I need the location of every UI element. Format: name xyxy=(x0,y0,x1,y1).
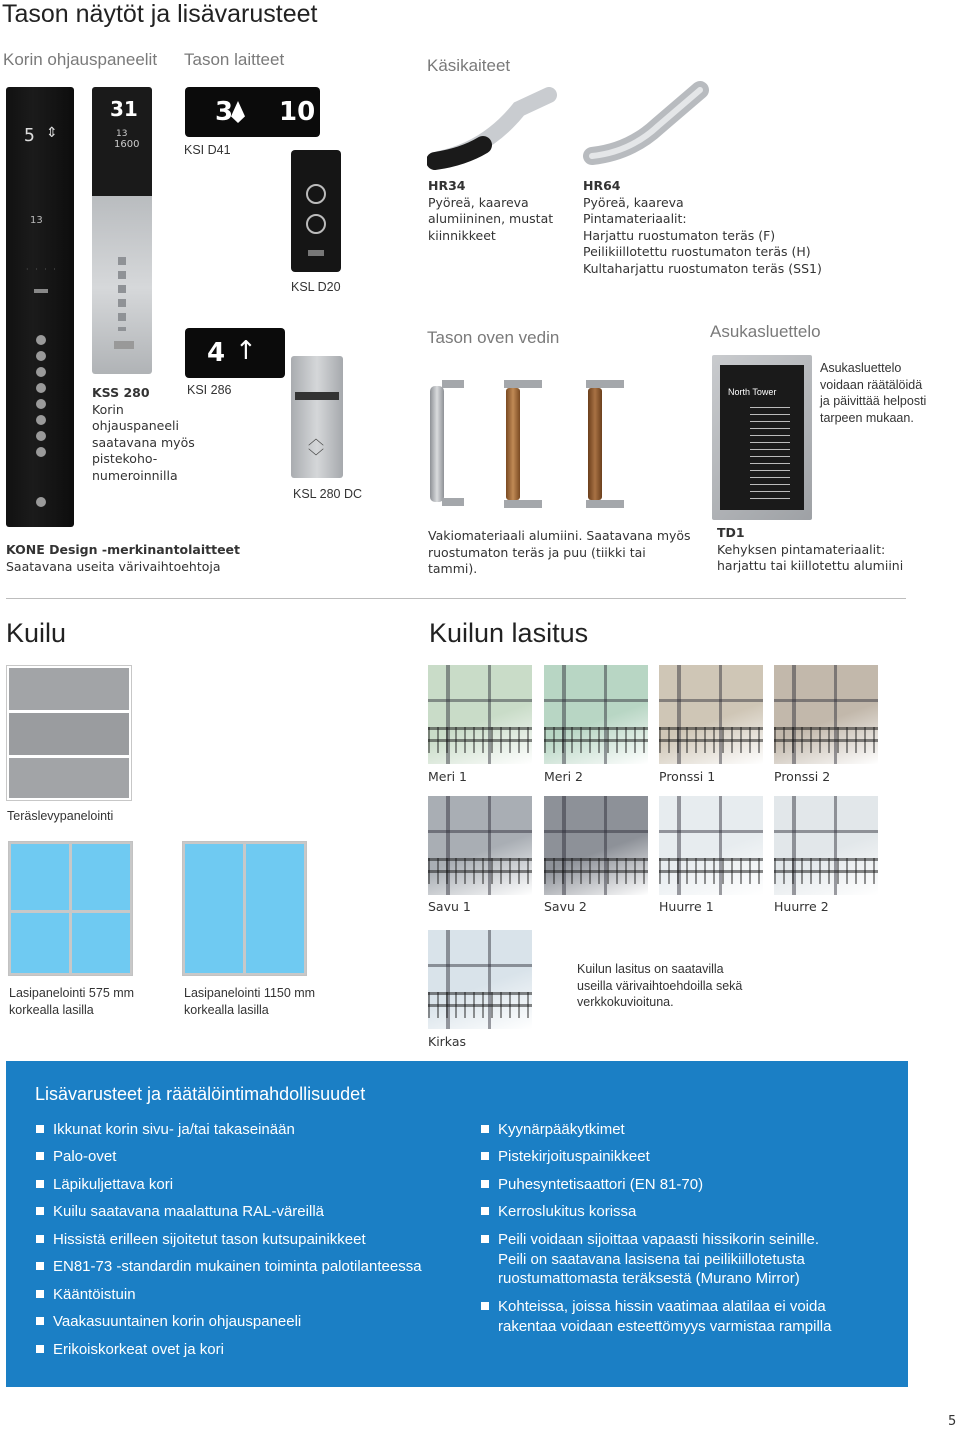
accessory-item xyxy=(36,1285,136,1305)
section-divider xyxy=(6,598,906,599)
bullet-square-icon xyxy=(481,1180,489,1188)
ksl-d20-image xyxy=(291,150,341,272)
kss-280-desc-5: numeroinnilla xyxy=(92,467,178,483)
car-panel-button xyxy=(36,497,46,507)
kss-280-digit: 31 xyxy=(110,97,138,121)
accessory-item-line: Puhesyntetisaattori (EN 81-70) xyxy=(498,1176,704,1193)
kss-280-name: KSS 280 xyxy=(92,385,150,400)
drop-arrow-icon xyxy=(231,101,245,123)
bullet-square-icon xyxy=(481,1207,489,1215)
kone-design-title: KONE Design -merkinantolaitteet xyxy=(6,542,241,557)
bullet-square-icon xyxy=(36,1262,44,1270)
page-number: 5 xyxy=(948,1414,957,1429)
directory-board-list xyxy=(750,407,790,503)
td1-caption xyxy=(717,525,903,575)
heading-directory: Asukasluettelo xyxy=(710,322,821,341)
car-panel-left-small: 13 xyxy=(30,215,43,226)
glazing-tile-pronssi1 xyxy=(659,665,763,764)
ksl-d20-grille xyxy=(308,250,324,256)
accessory-item-line: rakentaa voidaan esteettömyys varmistaa rampilla xyxy=(498,1317,832,1335)
ksi-d41-left-digit: 3 xyxy=(215,97,234,127)
accessory-item-label: Hissistä erilleen sijoitetut tason kutsupainikkeet xyxy=(53,1231,366,1248)
chevron-down-icon: ﹀ xyxy=(308,447,325,466)
glazing-tile-meri1 xyxy=(428,665,532,764)
heading-landing-devices: Tason laitteet xyxy=(184,50,285,69)
glazing-note xyxy=(577,961,742,1011)
car-panel-left-dots: · · · · xyxy=(26,265,58,274)
accessory-item-line: ruostumattomasta teräksestä (Murano Mirror) xyxy=(498,1270,800,1287)
accessory-item-label: Vaakasuuntainen korin ohjauspaneeli xyxy=(53,1313,302,1330)
kss-280-desc-3: saatavana myös xyxy=(92,434,195,450)
hr64-name: HR64 xyxy=(583,178,621,193)
kone-design-caption xyxy=(6,542,240,575)
accessory-item-label: Ikkunat korin sivu- ja/tai takaseinään xyxy=(53,1121,295,1138)
ksi-286-display xyxy=(185,328,285,378)
door-handle-wood2-image xyxy=(582,378,628,510)
accessory-item xyxy=(36,1312,301,1332)
ksi-286-label: KSI 286 xyxy=(187,383,232,397)
ksl-d20-label: KSL D20 xyxy=(291,280,341,294)
glazing-label-savu2: Savu 2 xyxy=(544,899,587,914)
heading-car-panels: Korin ohjauspaneelit xyxy=(3,50,158,69)
accessory-item xyxy=(481,1175,703,1195)
glazing-tile-huurre2 xyxy=(774,796,878,895)
directory-board-title: North Tower xyxy=(728,387,777,397)
ksl-280-dc-image xyxy=(291,356,343,478)
car-panel-button xyxy=(36,399,46,409)
hr34-name: HR34 xyxy=(428,178,466,193)
glazing-label-meri1: Meri 1 xyxy=(428,769,468,784)
glazing-tile-kirkas xyxy=(428,930,532,1029)
accessory-item xyxy=(481,1147,650,1167)
accessory-item xyxy=(481,1297,832,1336)
glazing-label-kirkas: Kirkas xyxy=(428,1034,467,1049)
accessory-item-label xyxy=(498,1230,819,1289)
accessory-item-line: Kyynärpääkytkimet xyxy=(498,1121,625,1138)
accessory-item-label: Kääntöistuin xyxy=(53,1286,136,1303)
accessory-item-label xyxy=(498,1175,703,1195)
accessory-item xyxy=(36,1202,324,1222)
accessory-item-label xyxy=(498,1147,650,1167)
glass-575-caption xyxy=(9,985,134,1018)
glazing-label-pronssi1: Pronssi 1 xyxy=(659,769,716,784)
accessory-item-label: Läpikuljettava kori xyxy=(53,1176,174,1193)
hr64-line-2: Pintamateriaalit: xyxy=(583,211,687,226)
glazing-label-huurre2: Huurre 2 xyxy=(774,899,829,914)
td1-line-1: Kehyksen pintamateriaalit: xyxy=(717,541,886,557)
ksi-d41-label: KSI D41 xyxy=(184,143,231,157)
accessory-item-line: Kerroslukitus korissa xyxy=(498,1203,637,1220)
kss-280-desc-2: ohjauspaneeli xyxy=(92,418,179,433)
door-handle-line-2: ruostumaton teräs ja puu (tiikki tai xyxy=(428,544,646,560)
accessory-item-label: Kuilu saatavana maalattuna RAL-väreillä xyxy=(53,1203,324,1220)
glazing-note-line-2: useilla värivaihtoehdoilla sekä xyxy=(577,978,743,993)
directory-line-2: voidaan räätälöidä xyxy=(820,377,923,392)
kone-design-desc: Saatavana useita värivaihtoehtoja xyxy=(6,558,221,574)
heading-shaft-glazing: Kuilun lasitus xyxy=(429,618,589,648)
bullet-square-icon xyxy=(36,1180,44,1188)
steel-panel-label: Teräslevypanelointi xyxy=(7,809,114,823)
glazing-tile-meri2 xyxy=(544,665,648,764)
accessory-item xyxy=(36,1230,366,1250)
bullet-square-icon xyxy=(36,1207,44,1215)
accessory-item xyxy=(36,1175,173,1195)
car-panel-left-arrow-icon: ⇕ xyxy=(46,125,58,141)
car-panel-button xyxy=(36,335,46,345)
heading-shaft: Kuilu xyxy=(6,618,67,648)
kss-280-button-column xyxy=(118,257,126,331)
bullet-square-icon xyxy=(36,1317,44,1325)
glazing-tile-huurre1 xyxy=(659,796,763,895)
bullet-square-icon xyxy=(481,1152,489,1160)
hr64-line-5: Kultaharjattu ruostumaton teräs (SS1) xyxy=(583,260,822,276)
bullet-square-icon xyxy=(481,1235,489,1243)
accessory-item-label xyxy=(498,1297,832,1336)
car-panel-left-slot xyxy=(34,289,48,293)
chevron-up-icon: ︿ xyxy=(308,429,325,448)
bullet-square-icon xyxy=(36,1290,44,1298)
bullet-square-icon xyxy=(481,1302,489,1310)
ksi-d41-display xyxy=(185,87,320,137)
glazing-tile-savu1 xyxy=(428,796,532,895)
heading-handrails: Käsikaiteet xyxy=(427,56,511,75)
bullet-square-icon xyxy=(36,1125,44,1133)
kss-280-caption xyxy=(92,385,195,484)
accessories-title: Lisävarusteet ja räätälöintimahdollisuudet xyxy=(35,1084,366,1104)
door-handle-caption xyxy=(428,528,691,578)
bullet-square-icon xyxy=(36,1152,44,1160)
hr64-line-4: Peilikiillotettu ruostumaton teräs (H) xyxy=(583,244,811,259)
glass-575-image xyxy=(8,841,133,976)
car-panel-button xyxy=(36,367,46,377)
accessory-item xyxy=(36,1147,116,1167)
accessories-box xyxy=(6,1061,908,1387)
glazing-tile-pronssi2 xyxy=(774,665,878,764)
down-button-icon xyxy=(306,214,326,234)
glass-575-line-1: Lasipanelointi 575 mm xyxy=(9,986,135,1000)
td1-name: TD1 xyxy=(717,525,745,540)
ksl-280-dc-label: KSL 280 DC xyxy=(293,487,363,501)
glazing-label-meri2: Meri 2 xyxy=(544,769,584,784)
glass-575-line-2: korkealla lasilla xyxy=(9,1002,94,1017)
up-button-icon xyxy=(306,184,326,204)
ksi-d41-right-digit: 10 xyxy=(279,97,316,127)
accessory-item-line: Kohteissa, joissa hissin vaatimaa alatilaa ei voida xyxy=(498,1298,826,1315)
kss-280-bottom-buttons xyxy=(114,341,134,349)
car-panel-button xyxy=(36,431,46,441)
glazing-label-savu1: Savu 1 xyxy=(428,899,471,914)
accessory-item xyxy=(36,1257,422,1277)
heading-door-handle: Tason oven vedin xyxy=(427,328,560,347)
directory-caption xyxy=(820,360,926,426)
accessory-item xyxy=(481,1120,625,1140)
glass-1150-image xyxy=(182,841,307,976)
car-panel-left-digit: 5 xyxy=(24,125,35,146)
car-panel-button xyxy=(36,351,46,361)
bullet-square-icon xyxy=(481,1125,489,1133)
glazing-tile-savu2 xyxy=(544,796,648,895)
page-title: Tason näytöt ja lisävarusteet xyxy=(2,0,318,28)
bullet-square-icon xyxy=(36,1235,44,1243)
td1-line-2: harjattu tai kiillotettu alumiini xyxy=(717,558,904,573)
accessory-item xyxy=(481,1202,636,1222)
accessory-item xyxy=(481,1230,819,1289)
door-handle-line-1: Vakiomateriaali alumiini. Saatavana myös xyxy=(428,528,691,543)
accessory-item xyxy=(36,1340,224,1360)
kss-280-floor: 13 xyxy=(116,129,128,139)
kss-280-time: 1600 xyxy=(114,139,140,150)
up-arrow-icon: ↑ xyxy=(235,336,257,366)
glazing-label-pronssi2: Pronssi 2 xyxy=(774,769,831,784)
accessory-item-line: Peili on saatavana lasisena tai peilikiillotetusta xyxy=(498,1250,805,1268)
ksl-280-dc-top xyxy=(295,392,339,400)
accessory-item-label: Palo-ovet xyxy=(53,1148,117,1165)
hr64-line-1: Pyöreä, kaareva xyxy=(583,194,684,210)
hr34-handrail-image xyxy=(427,87,557,179)
glazing-note-line-3: verkkokuvioituna. xyxy=(577,995,674,1009)
car-panel-image-left xyxy=(6,87,74,527)
glass-1150-caption xyxy=(184,985,315,1018)
hr64-handrail-image xyxy=(580,80,710,172)
car-panel-button xyxy=(36,383,46,393)
car-panel-button xyxy=(36,447,46,457)
directory-line-1: Asukasluettelo xyxy=(820,361,902,375)
glass-1150-line-2: korkealla lasilla xyxy=(184,1002,269,1017)
accessory-item-line: Pistekirjoituspainikkeet xyxy=(498,1148,650,1165)
hr34-line-2: alumiininen, mustat xyxy=(428,211,554,226)
accessory-item-label: EN81-73 -standardin mukainen toiminta palotilanteessa xyxy=(53,1258,422,1275)
steel-panel-image xyxy=(6,665,132,801)
hr64-line-3: Harjattu ruostumaton teräs (F) xyxy=(583,227,776,243)
door-handle-wood-image xyxy=(500,378,546,510)
accessory-item-label: Erikoiskorkeat ovet ja kori xyxy=(53,1341,224,1358)
accessory-item-label xyxy=(498,1202,636,1222)
accessory-item xyxy=(36,1120,295,1140)
glass-1150-line-1: Lasipanelointi 1150 mm xyxy=(184,986,316,1000)
glazing-note-line-1: Kuilun lasitus on saatavilla xyxy=(577,962,724,976)
kss-280-desc-4: pistekoho- xyxy=(92,451,158,466)
directory-line-4: tarpeen mukaan. xyxy=(820,410,914,425)
accessory-item-line: Peili voidaan sijoittaa vapaasti hissikorin seinille. xyxy=(498,1231,819,1248)
directory-board-image xyxy=(712,355,812,520)
door-handle-line-3: tammi). xyxy=(428,561,478,576)
kss-280-panel-image xyxy=(92,87,152,374)
kss-280-desc-1: Korin xyxy=(92,401,124,417)
accessory-item-label xyxy=(498,1120,625,1140)
bullet-square-icon xyxy=(36,1345,44,1353)
hr34-caption xyxy=(428,178,553,244)
glazing-label-huurre1: Huurre 1 xyxy=(659,899,714,914)
door-handle-steel-image xyxy=(428,378,468,510)
hr64-caption xyxy=(583,178,822,277)
hr34-line-3: kiinnikkeet xyxy=(428,227,496,243)
ksi-286-digit: 4 xyxy=(207,338,226,368)
hr34-line-1: Pyöreä, kaareva xyxy=(428,194,529,210)
directory-line-3: ja päivittää helposti xyxy=(820,394,927,408)
car-panel-button xyxy=(36,415,46,425)
